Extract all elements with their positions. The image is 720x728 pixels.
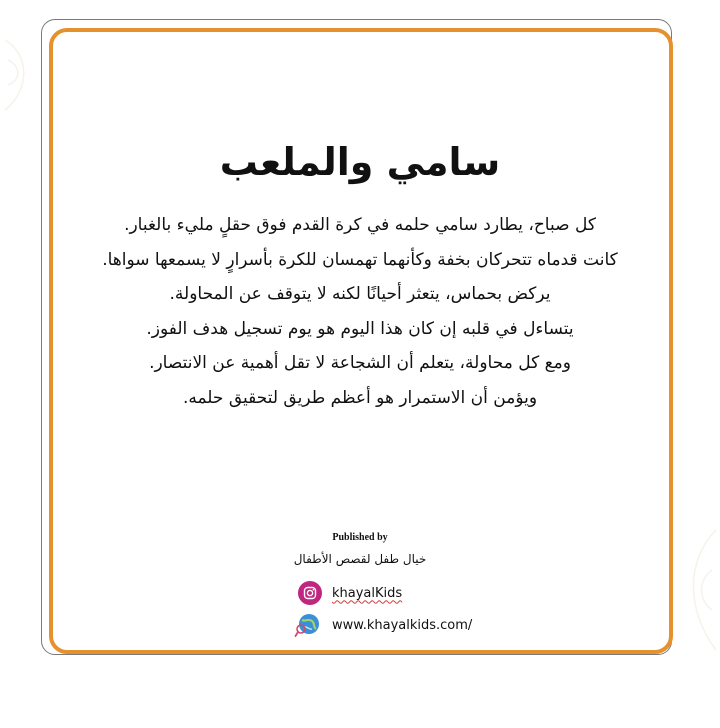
publisher-name: خيال طفل لقصص الأطفال: [293, 552, 427, 566]
globe-icon: [294, 612, 320, 638]
story-line: كانت قدماه تتحركان بخفة وكأنهما تهمسان للكرة بأسرارٍ لا يسمعها سواها.: [102, 249, 618, 270]
story-title: سامي والملعب: [219, 140, 501, 184]
leaf-decoration-left: [0, 30, 40, 120]
instagram-handle[interactable]: khayalKids: [332, 585, 403, 601]
story-line: ومع كل محاولة، يتعلم أن الشجاعة لا تقل أهمية عن الانتصار.: [149, 353, 571, 373]
story-line: كل صباح، يطارد سامي حلمه في كرة القدم فوق حقلٍ مليء بالغبار.: [124, 215, 596, 235]
instagram-link[interactable]: [298, 581, 402, 605]
published-by-label: Published by: [332, 532, 388, 543]
story-line: ويؤمن أن الاستمرار هو أعظم طريق لتحقيق حلمه.: [182, 387, 538, 408]
story-line: يتساءل في قلبه إن كان هذا اليوم هو يوم تسجيل هدف الفوز.: [146, 318, 574, 339]
website-url[interactable]: www.khayalkids.com/: [332, 617, 473, 633]
story-line: يركض بحماس، يتعثر أحيانًا لكنه لا يتوقف عن المحاولة.: [169, 284, 551, 304]
website-link[interactable]: [294, 612, 472, 638]
instagram-icon: [298, 581, 322, 605]
story-text: [80, 208, 640, 415]
